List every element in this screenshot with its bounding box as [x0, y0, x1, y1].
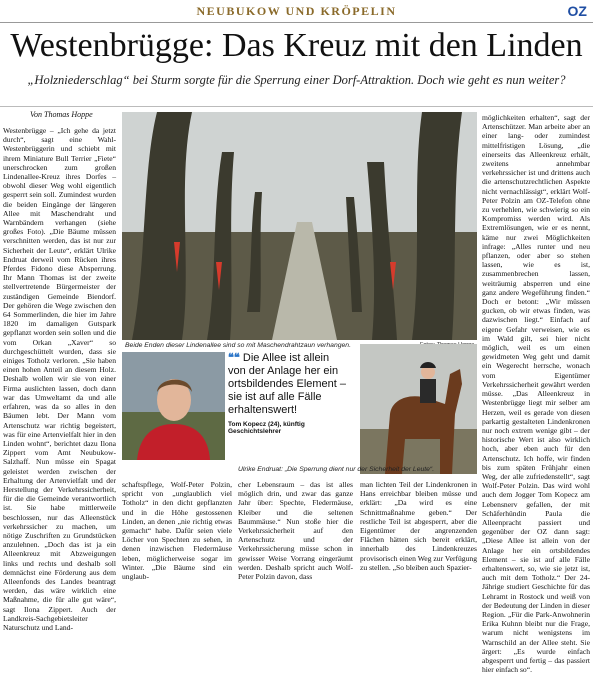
horse-rider-illustration: [360, 344, 477, 474]
article-column-3: cher Lebensraum – das ist alles möglich drin, und zwar das ganze Jahr über: Spechte, Fledermäuse, Kleiber und die seltenen Baummäuse.“ Nun stoße hier die Verkehrssicherheit auf den Artenschutz und der Verkehrssicherung müsse schon in gewisser Weise Vorrang eingeräumt werden. Deshalb spricht auch Wolf-Peter Polzin davon, dass: [238, 480, 353, 582]
riding-photo-caption: Ulrike Endruat: „Die Sperrung dient nur der Sicherheit der Leute“.: [238, 466, 435, 473]
article-column-5: möglichkeiten erhalten“, sagt der Artenschützer. Man arbeite aber an einer lang- oder zumindest mittelfristigen Lösung, „die einerseits das Alleenkreuz erhält, zweitens annehmbar verkehrssicher ist und drittens auch die artenschutzrechtlichen Aspekte nicht vernachlässigt“, erklärt Wolf-Peter Polzin am OZ-Telefon ohne zu verhehlen, wie schwierig so ein Kompromiss werden wird. Als Extremlösungen, wie er es nennt, käme nur zwei Möglichkeiten infrage: „Alles runter und neu pflanzen, oder aber so stehen lassen, wie es ist, zusammenbrechen lassen, weiträumig absperren und eine ganz andere Wegeführung finden.“ Doch er betont: „Wir müssen gucken, ob wir etwas finden, was dazwischen liegt.“ Einfach auf eigene Gefahr verweisen, wie es im Wald gilt, sei hier nicht möglich, weil es um einen gewidmeten Weg geht und damit ein Wegerecht herrsche, wonach vom Eigentümer Verkehrssicherheit gewährt werden müsse. „Das Alleenkreuz in Westenbrügge liegt mir selber am Herzen, weil es gerade von diesen parkartig gestalteten Lindenkronen nur noch extrem wenige gibt – der historische Wert ist also wirklich hoch, aber eben auch für den Artenschutz. Ich hoffe, wir finden bis zum späten Frühjahr einen Weg, der alle zufriedenstellt“, sagt Wolf-Peter Polzin. Das wird wohl auch dem Jogger Tom Kopecz am Lebensnerv gefallen, der mit Schäferhündin Paula die Alleenpracht passiert und gegenüber der OZ dann sagt: „Diese Allee ist allein von der Anlage her ein ortsbildendes Element – sie ist auf alle Fälle erhaltenswert, so, wie sie jetzt ist, auch mit dem Totholz.“ Der 24-Jährige studiert Geschichte für das Lehramt in Rostock und weiß von der Bedeutung der Linden in dieser Region. „Für die Park-Anwohnerin Erika Kuhnn bleibt nur die Frage, warum nicht wenigstens im Warnschild an der Allee steht. Sie ärgert: „Es wurde einfach abgesperrt und fertig – das passiert hier einfach so“.: [482, 113, 590, 674]
pull-quote: [228, 352, 348, 460]
byline: Von Thomas Hoppe: [30, 110, 93, 119]
subheadline: „Holzniederschlag“ bei Sturm sorgte für die Sperrung einer Dorf-Attraktion. Doch wie geht es nun weiter?: [27, 73, 566, 87]
pull-quote-text: [228, 352, 348, 417]
article-column-4: man lichten Teil der Lindenkronen in Hans erreichbar bleiben müsse und erklärt: „Da wird es eine Schnittmaßnahme geben.“ Der restliche Teil ist abgesperrt, aber die Eigentümer der angrenzenden Flächen hätten sich bereit erklärt, innerhalb des Lindenkreuzes provisorisch einen Weg zur Verfügung zu stellen. „So bleiben auch Spazier-: [360, 480, 477, 572]
section-title: NEUBUKOW UND KRÖPELIN: [196, 4, 397, 18]
article-column-1: Westenbrügge – „Ich gehe da jetzt durch“, sagt eine Wahl-Westenbrüggerin und schiebt mit ihrem Miniature Bull Terrier „Fiete“ unerschrocken zum großen Lindenallee-Kreuz ihres Dorfes – obwohl dieser Weg wohl eigentlich gesperrt sein soll. Zumindest wurden die beiden Eingänge der längeren Allee mit Maschendraht und Warnbändern verhangen (siehe großes Foto). „Die Bäume müssen verschnitten werden, das ist nur zur Sicherheit der Leute“, erklärt Ulrike Endruat derweil vom Rücken ihres Pferdes Fidono diese Absperrung. Ihr Mann Thomas ist der zweite stellvertretende Bürgermeister der zuständigen Gemeinde Biendorf. Der gehören die Wege zwischen den 64 Sommerlinden, die hier im Jahre 1820 im damaligen Gutspark gepflanzt worden sein sollen und die vom Orkan „Xaver“ so durchgeschüttelt wurden, dass sie einiges Totholz verloren. „Sie haben einen hohen Anteil an diesem Holz. Deshalb wollen wir sie von einer Firma auslichten lassen, doch dann war das Umweltamt da und alle erfahren, was da so alles in den Bäumen lebt. Der Mann vom Artenschutz war richtig begeistert, was für eine Artenvielfalt hier in den Linden wohnt“, berichtet dazu Ilona Zippert vom Amt Neubukow-Salzhaff. Nun müsse ein Spagat geleistet werden zwischen der Erhaltung der Artenvielfalt und der Herstellung der Verkehrssicherheit, für die die Gemeinde verantwortlich ist. Sie habe mittlerweile beschlossen, nur das Alleenstück verkehrssicher zu machen, um nötige Zuschriften zu Grundstücken anzulehnen. „Doch das ist ja ein Alleenkreuz mit Abzweigungen links und rechts und deshalb soll demnächst eine Förderung aus dem Alleenfonds des Landes beantragt werden, das wäre wirklich eine Maßnahme, die für alle gut wäre“, sagt Ilona Zippert. Auch der Landkreis-Sachgebietsleiter Naturschutz und Land-: [3, 126, 116, 632]
photo-ulrike-endruat-horse: [360, 344, 477, 474]
divider: [0, 106, 593, 107]
photo-tom-kopecz: [122, 352, 225, 460]
headline: Westenbrügge: Das Kreuz mit den Linden: [10, 27, 583, 64]
main-photo-caption: Beide Enden dieser Lindenallee sind so mit Maschendrahtzaun verhangen.: [125, 342, 351, 349]
quote-source: Tom Kopecz (24), künftig Geschichtslehrer: [228, 421, 305, 435]
portrait-illustration: [122, 352, 225, 460]
quote-mark-icon: ❝❝: [228, 352, 240, 364]
photo-linden-alley: [122, 112, 477, 340]
section-header: [0, 0, 593, 23]
quote-body: Die Allee ist allein von der Anlage her ein ortsbildendes Element – sie ist auf alle Fälle erhaltenswert!: [228, 352, 347, 416]
linden-alley-illustration: [122, 112, 477, 340]
newspaper-logo: OZ: [567, 3, 587, 19]
article-column-2: schaftspflege, Wolf-Peter Polzin, spricht von „unglaublich viel Totholz“ in den dicht gepflanzten und in die Höhe gestossenen Linden, an denen „nie richtig etwas gemacht“ habe. Dafür seien viele Löcher von Spechten zu sehen, in denen inzwischen Fledermäuse leben, möglicherweise sogar im Winter. „Die Bäume sind ein unglaub-: [122, 480, 232, 582]
